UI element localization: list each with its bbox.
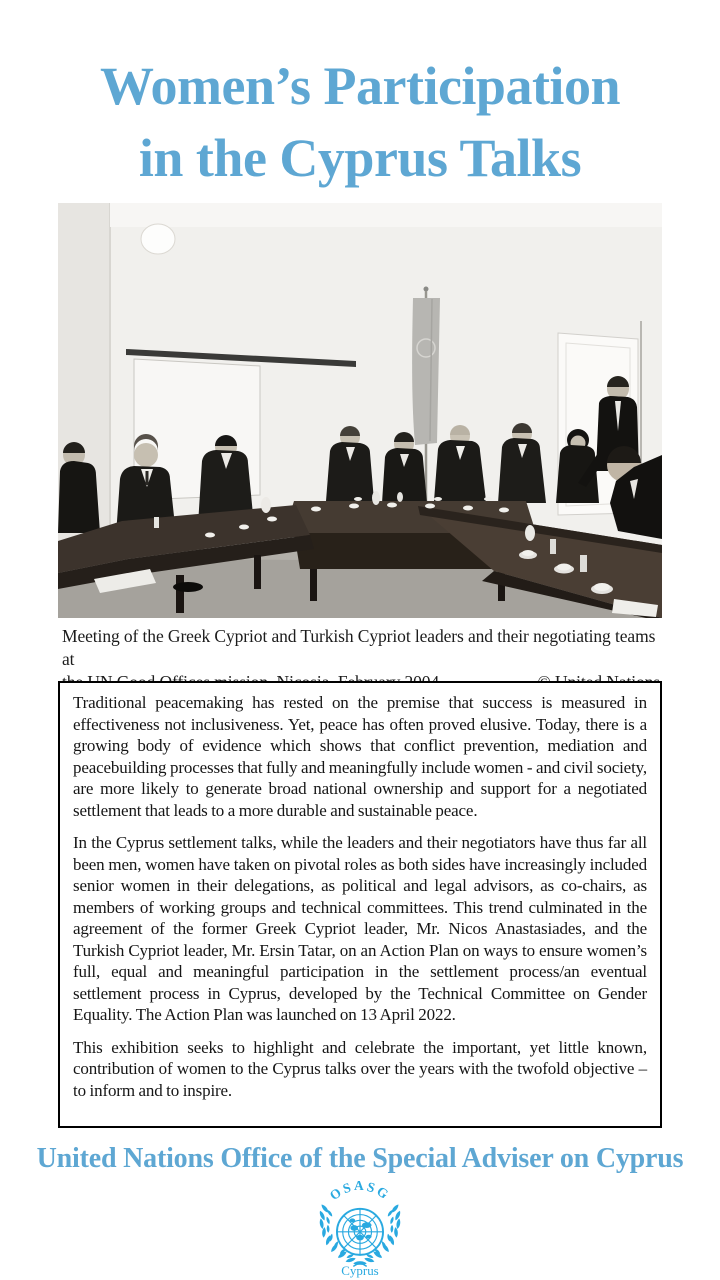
meeting-photo [58, 203, 662, 618]
logo-top-text: OSASG [326, 1178, 394, 1204]
osasg-cyprus-logo [312, 1178, 408, 1278]
page-title [0, 50, 720, 194]
page-title-line2: in the Cyprus Talks [138, 128, 582, 188]
intro-paragraph-1: Traditional peacemaking has rested on the premise that success is measured in effectiveness not inclusiveness. Yet, peace has often proved elusive. Today, there is a growing body of evidence which shows that conflict prevention, mediation and peacebuilding processes that fully and meaningfully include women - and civil society, are more likely to generate broad national ownership and support for a negotiated settlement that leads to a more durable and sustainable peace. [73, 693, 647, 820]
office-name: United Nations Office of the Special Adviser on Cyprus [36, 1143, 684, 1174]
page-title-line1: Women’s Participation [100, 56, 620, 116]
meeting-photo-image [58, 203, 662, 618]
introduction-text-box [58, 681, 662, 1128]
globe-icon [337, 1209, 383, 1255]
intro-paragraph-3: This exhibition seeks to highlight and celebrate the important, yet little known, contribution of women to the Cyprus talks over the years with the twofold objective – to inform and to inspire. [73, 1037, 647, 1100]
photo-caption-line1: Meeting of the Greek Cypriot and Turkish Cypriot leaders and their negotiating teams at [62, 626, 656, 669]
intro-paragraph-2: In the Cyprus settlement talks, while the leaders and their negotiators have thus far all been men, women have taken on pivotal roles as both sides have increasingly included senior women in their delegations, as political and legal advisors, as co-chairs, as members of working groups and technical committees. This trend culminated in the agreement of the former Greek Cypriot leader, Mr. Nicos Anastasiades, and the Turkish Cypriot leader, Mr. Ersin Tatar, on an Action Plan on ways to ensure women’s full, equal and meaningful participation in the settlement process/an eventual settlement process in Cyprus, developed by the Technical Committee on Gender Equality. The Action Plan was launched on 13 April 2022. [73, 833, 647, 1024]
un-emblem-icon [312, 1178, 408, 1278]
logo-bottom-text: Cyprus [341, 1263, 379, 1278]
